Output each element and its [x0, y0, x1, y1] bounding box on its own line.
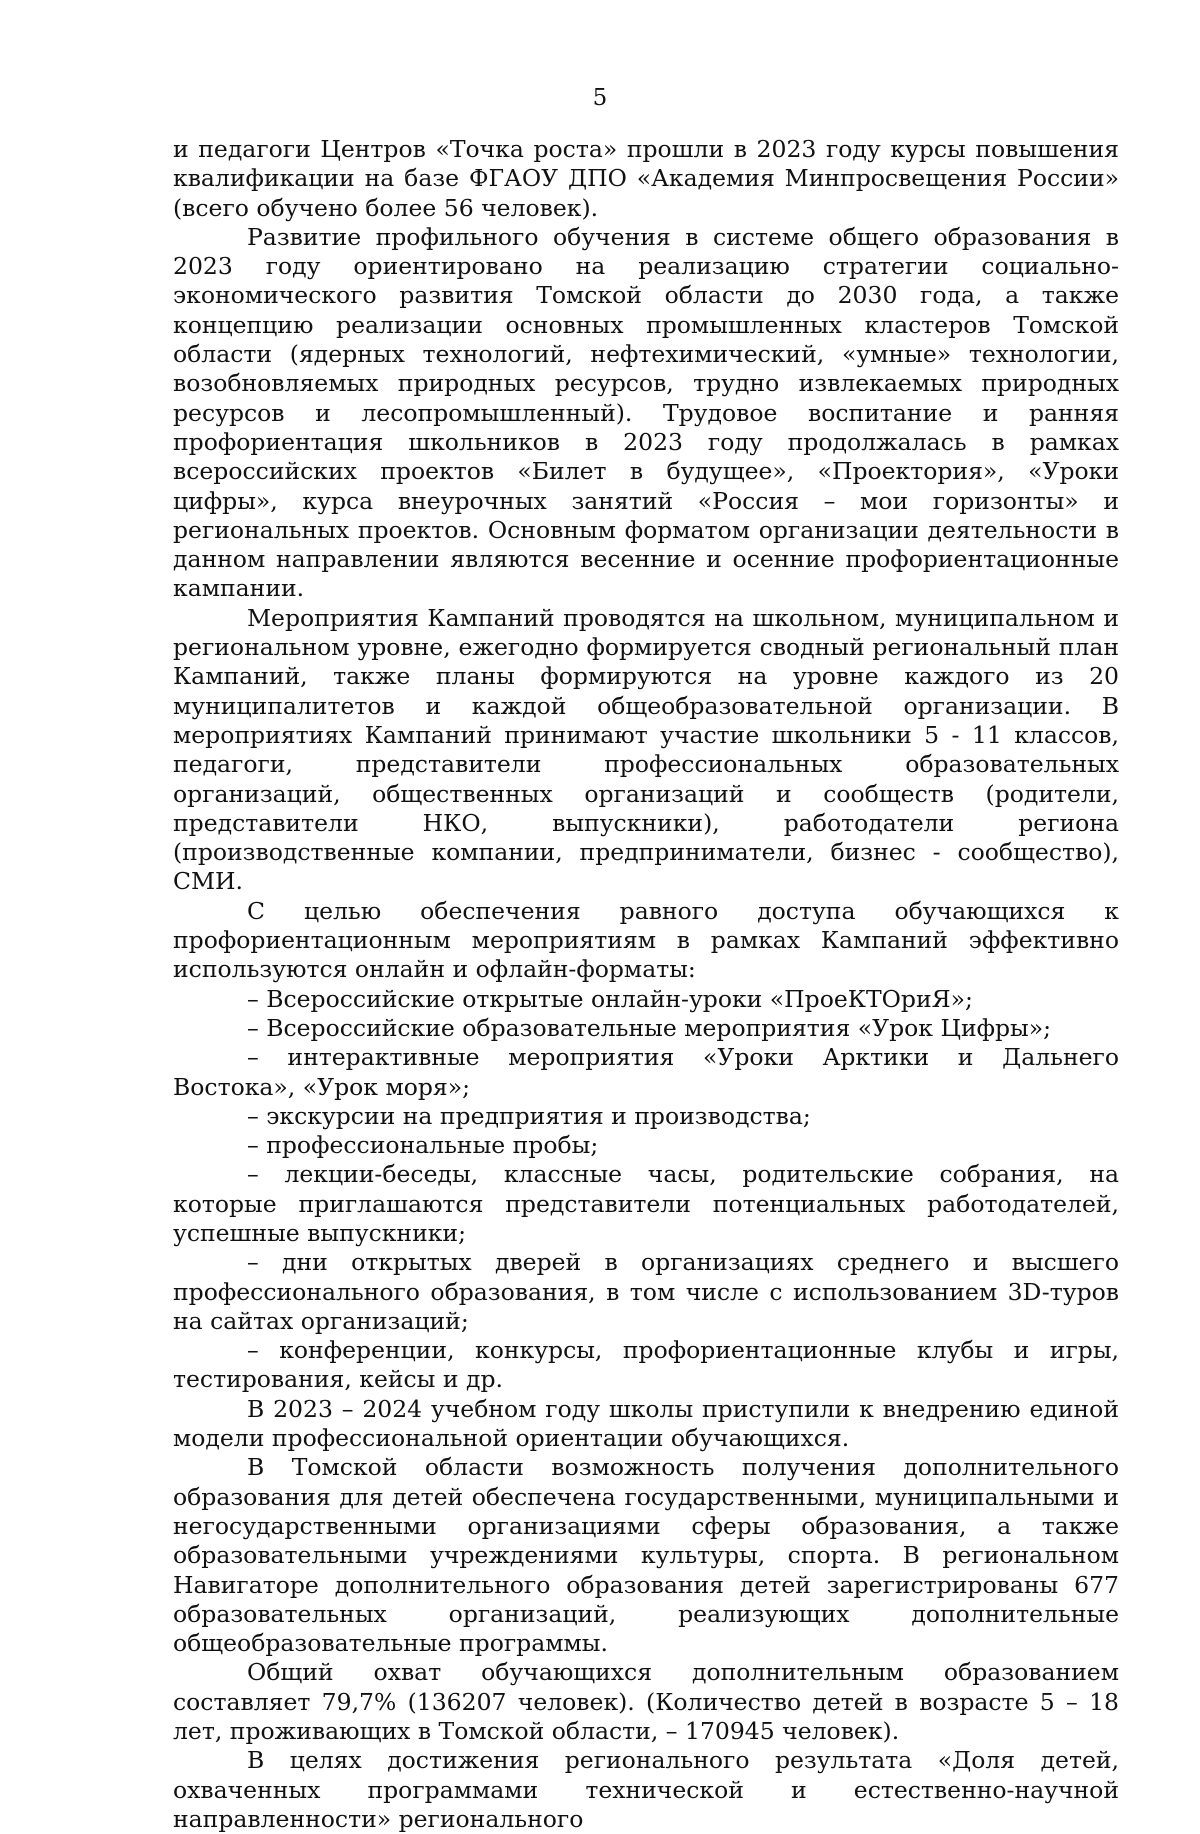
- page-number: 5: [592, 85, 608, 111]
- paragraph-continuation: и педагоги Центров «Точка роста» прошли в 2023 году курсы повышения квалификации на базе ФГАОУ ДПО «Академия Минпросвещения России» (всего обучено более 56 человек).: [173, 135, 1119, 222]
- document-body: [173, 135, 1119, 1834]
- list-item: – интерактивные мероприятия «Уроки Арктики и Дальнего Востока», «Урок моря»;: [173, 1043, 1119, 1101]
- paragraph-campaign-events: Мероприятия Кампаний проводятся на школьном, муниципальном и региональном уровне, ежегодно формируется сводный региональный план Кампаний, также планы формируются на уровне каждого из 20 муниципалитетов и каждой общеобразовательной организации. В мероприятиях Кампаний принимают участие школьники 5 - 11 классов, педагоги, представители профессиональных образовательных организаций, общественных организаций и сообществ (родители, представители НКО, выпускники), работодатели региона (производственные компании, предприниматели, бизнес - сообщество), СМИ.: [173, 603, 1119, 896]
- list-item: – Всероссийские образовательные мероприятия «Урок Цифры»;: [247, 1013, 1052, 1042]
- list-item: – профессиональные пробы;: [247, 1131, 599, 1160]
- paragraph-regional-result: В целях достижения регионального результата «Доля детей, охваченных программами технической и естественно-научной направленности» регионального: [173, 1746, 1119, 1833]
- list-item: – экскурсии на предприятия и производства;: [247, 1101, 811, 1130]
- paragraph-additional-education: В Томской области возможность получения дополнительного образования для детей обеспечена государственными, муниципальными и негосударственными организациями сферы образования, а также образовательными учреждениями культуры, спорта. В региональном Навигаторе дополнительного образования детей зарегистрированы 677 образовательных организаций, реализующих дополнительные общеобразовательные программы.: [173, 1453, 1119, 1658]
- paragraph-formats-intro: С целью обеспечения равного доступа обучающихся к профориентационным мероприятиям в рамках Кампаний эффективно используются онлайн и офлайн-форматы:: [173, 896, 1119, 984]
- list-item: – лекции-беседы, классные часы, родительские собрания, на которые приглашаются представители потенциальных работодателей, успешные выпускники;: [173, 1160, 1119, 1247]
- paragraph-career-model: В 2023 – 2024 учебном году школы приступили к внедрению единой модели профессиональной ориентации обучающихся.: [173, 1394, 1119, 1453]
- paragraph-profile-education: Развитие профильного обучения в системе общего образования в 2023 году ориентировано на реализацию стратегии социально-экономического развития Томской области до 2030 года, а также концепцию реализации основных промышленных кластеров Томской области (ядерных технологий, нефтехимический, «умные» технологии, возобновляемых природных ресурсов, трудно извлекаемых природных ресурсов и лесопромышленный). Трудовое воспитание и ранняя профориентация школьников в 2023 году продолжалась в рамках всероссийских проектов «Билет в будущее», «Проектория», «Уроки цифры», курса внеурочных занятий «Россия – мои горизонты» и региональных проектов. Основным форматом организации деятельности в данном направлении являются весенние и осенние профориентационные кампании.: [173, 222, 1119, 603]
- paragraph-coverage: Общий охват обучающихся дополнительным образованием составляет 79,7% (136207 человек). (Количество детей в возрасте 5 – 18 лет, проживающих в Томской области, – 170945 человек).: [173, 1658, 1119, 1746]
- list-item: – дни открытых дверей в организациях среднего и высшего профессионального образования, в том числе с использованием 3D-туров на сайтах организаций;: [173, 1248, 1119, 1335]
- list-item: – конференции, конкурсы, профориентационные клубы и игры, тестирования, кейсы и др.: [173, 1336, 1119, 1394]
- list-item: – Всероссийские открытые онлайн-уроки «ПроеКТОриЯ»;: [247, 984, 973, 1013]
